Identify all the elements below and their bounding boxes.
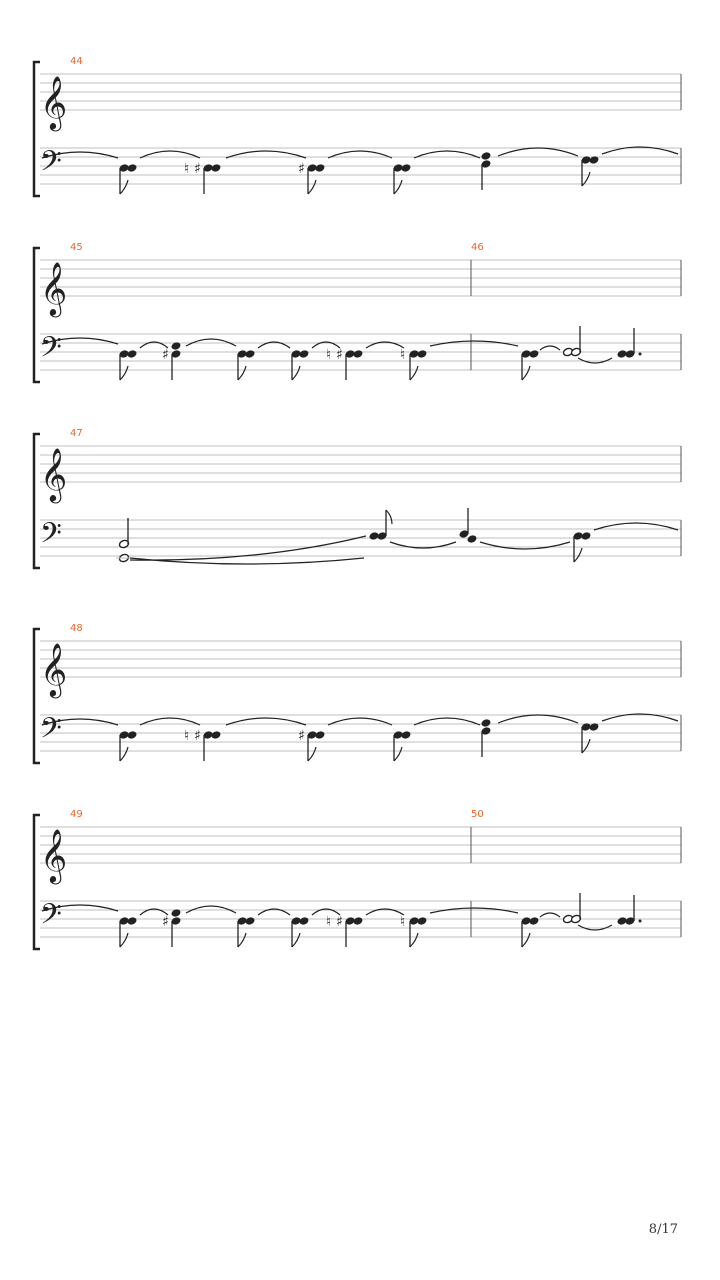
sharp-sign: ♯ — [336, 914, 343, 930]
treble-clef-icon: 𝄞 — [40, 261, 68, 315]
note-flag — [120, 933, 128, 947]
note-flag — [120, 366, 128, 380]
system-1 — [34, 56, 681, 196]
note-head — [581, 531, 592, 541]
bass-clef-icon: 𝄢 — [40, 712, 62, 752]
tie-arc — [498, 715, 578, 723]
note-head — [401, 163, 412, 173]
natural-sign: ♮ — [326, 347, 332, 363]
tie-arc — [498, 148, 578, 156]
sharp-sign: ♯ — [194, 728, 201, 744]
sharp-sign: ♯ — [298, 728, 305, 744]
note-head — [211, 730, 222, 740]
natural-sign: ♮ — [400, 914, 406, 930]
note-head — [245, 349, 256, 359]
natural-sign: ♮ — [184, 161, 190, 177]
note-head — [481, 718, 492, 728]
system-3 — [34, 428, 681, 568]
natural-sign: ♮ — [400, 347, 406, 363]
measure-number: 50 — [471, 809, 484, 820]
note-head — [245, 916, 256, 926]
measure-number: 49 — [70, 809, 83, 820]
treble-clef-icon: 𝄞 — [40, 642, 68, 696]
note-flag — [238, 933, 246, 947]
tie-arc — [480, 542, 570, 549]
note-head — [127, 916, 138, 926]
note-flag — [394, 747, 402, 761]
note-head — [299, 916, 310, 926]
note-flag — [522, 366, 530, 380]
note-head — [299, 349, 310, 359]
sharp-sign: ♯ — [162, 914, 169, 930]
note-flag — [292, 366, 300, 380]
system-2 — [34, 242, 681, 382]
bass-clef-icon: 𝄢 — [40, 145, 62, 185]
bass-clef-icon: 𝄢 — [40, 517, 62, 557]
note-head — [417, 916, 428, 926]
tie-arc — [130, 558, 364, 564]
note-head — [353, 349, 364, 359]
note-dot — [639, 353, 642, 356]
note-flag — [238, 366, 246, 380]
sharp-sign: ♯ — [162, 347, 169, 363]
note-head — [127, 163, 138, 173]
note-flag — [120, 180, 128, 194]
bass-clef-icon: 𝄢 — [40, 331, 62, 371]
note-head — [127, 730, 138, 740]
note-dot — [639, 920, 642, 923]
note-head — [211, 163, 222, 173]
bass-clef-icon: 𝄢 — [40, 898, 62, 938]
sharp-sign: ♯ — [194, 161, 201, 177]
tie-arc — [540, 913, 560, 917]
system-5 — [34, 809, 681, 949]
system-4 — [34, 623, 681, 763]
tie-arc — [130, 536, 366, 560]
note-flag — [308, 180, 316, 194]
treble-clef-icon: 𝄞 — [40, 75, 68, 129]
note-head — [467, 534, 478, 544]
note-head — [315, 163, 326, 173]
note-head — [401, 730, 412, 740]
treble-clef-icon: 𝄞 — [40, 828, 68, 882]
natural-sign: ♮ — [184, 728, 190, 744]
note-head — [417, 349, 428, 359]
note-head — [529, 916, 540, 926]
note-head — [315, 730, 326, 740]
sharp-sign: ♯ — [336, 347, 343, 363]
measure-number: 46 — [471, 242, 484, 253]
note-flag — [120, 747, 128, 761]
measure-number: 48 — [70, 623, 83, 634]
natural-sign: ♮ — [326, 914, 332, 930]
treble-clef-icon: 𝄞 — [40, 447, 68, 501]
note-head — [481, 151, 492, 161]
sharp-sign: ♯ — [298, 161, 305, 177]
note-flag — [292, 933, 300, 947]
note-head — [127, 349, 138, 359]
note-flag — [522, 933, 530, 947]
measure-number: 47 — [70, 428, 83, 439]
note-flag — [386, 510, 392, 524]
note-head — [353, 916, 364, 926]
note-flag — [394, 180, 402, 194]
measure-number: 44 — [70, 56, 83, 67]
note-flag — [410, 933, 418, 947]
tie-arc — [540, 346, 560, 350]
note-flag — [308, 747, 316, 761]
page-number: 8/17 — [648, 1222, 678, 1237]
note-flag — [410, 366, 418, 380]
note-head — [529, 349, 540, 359]
measure-number: 45 — [70, 242, 83, 253]
note-flag — [574, 548, 582, 562]
